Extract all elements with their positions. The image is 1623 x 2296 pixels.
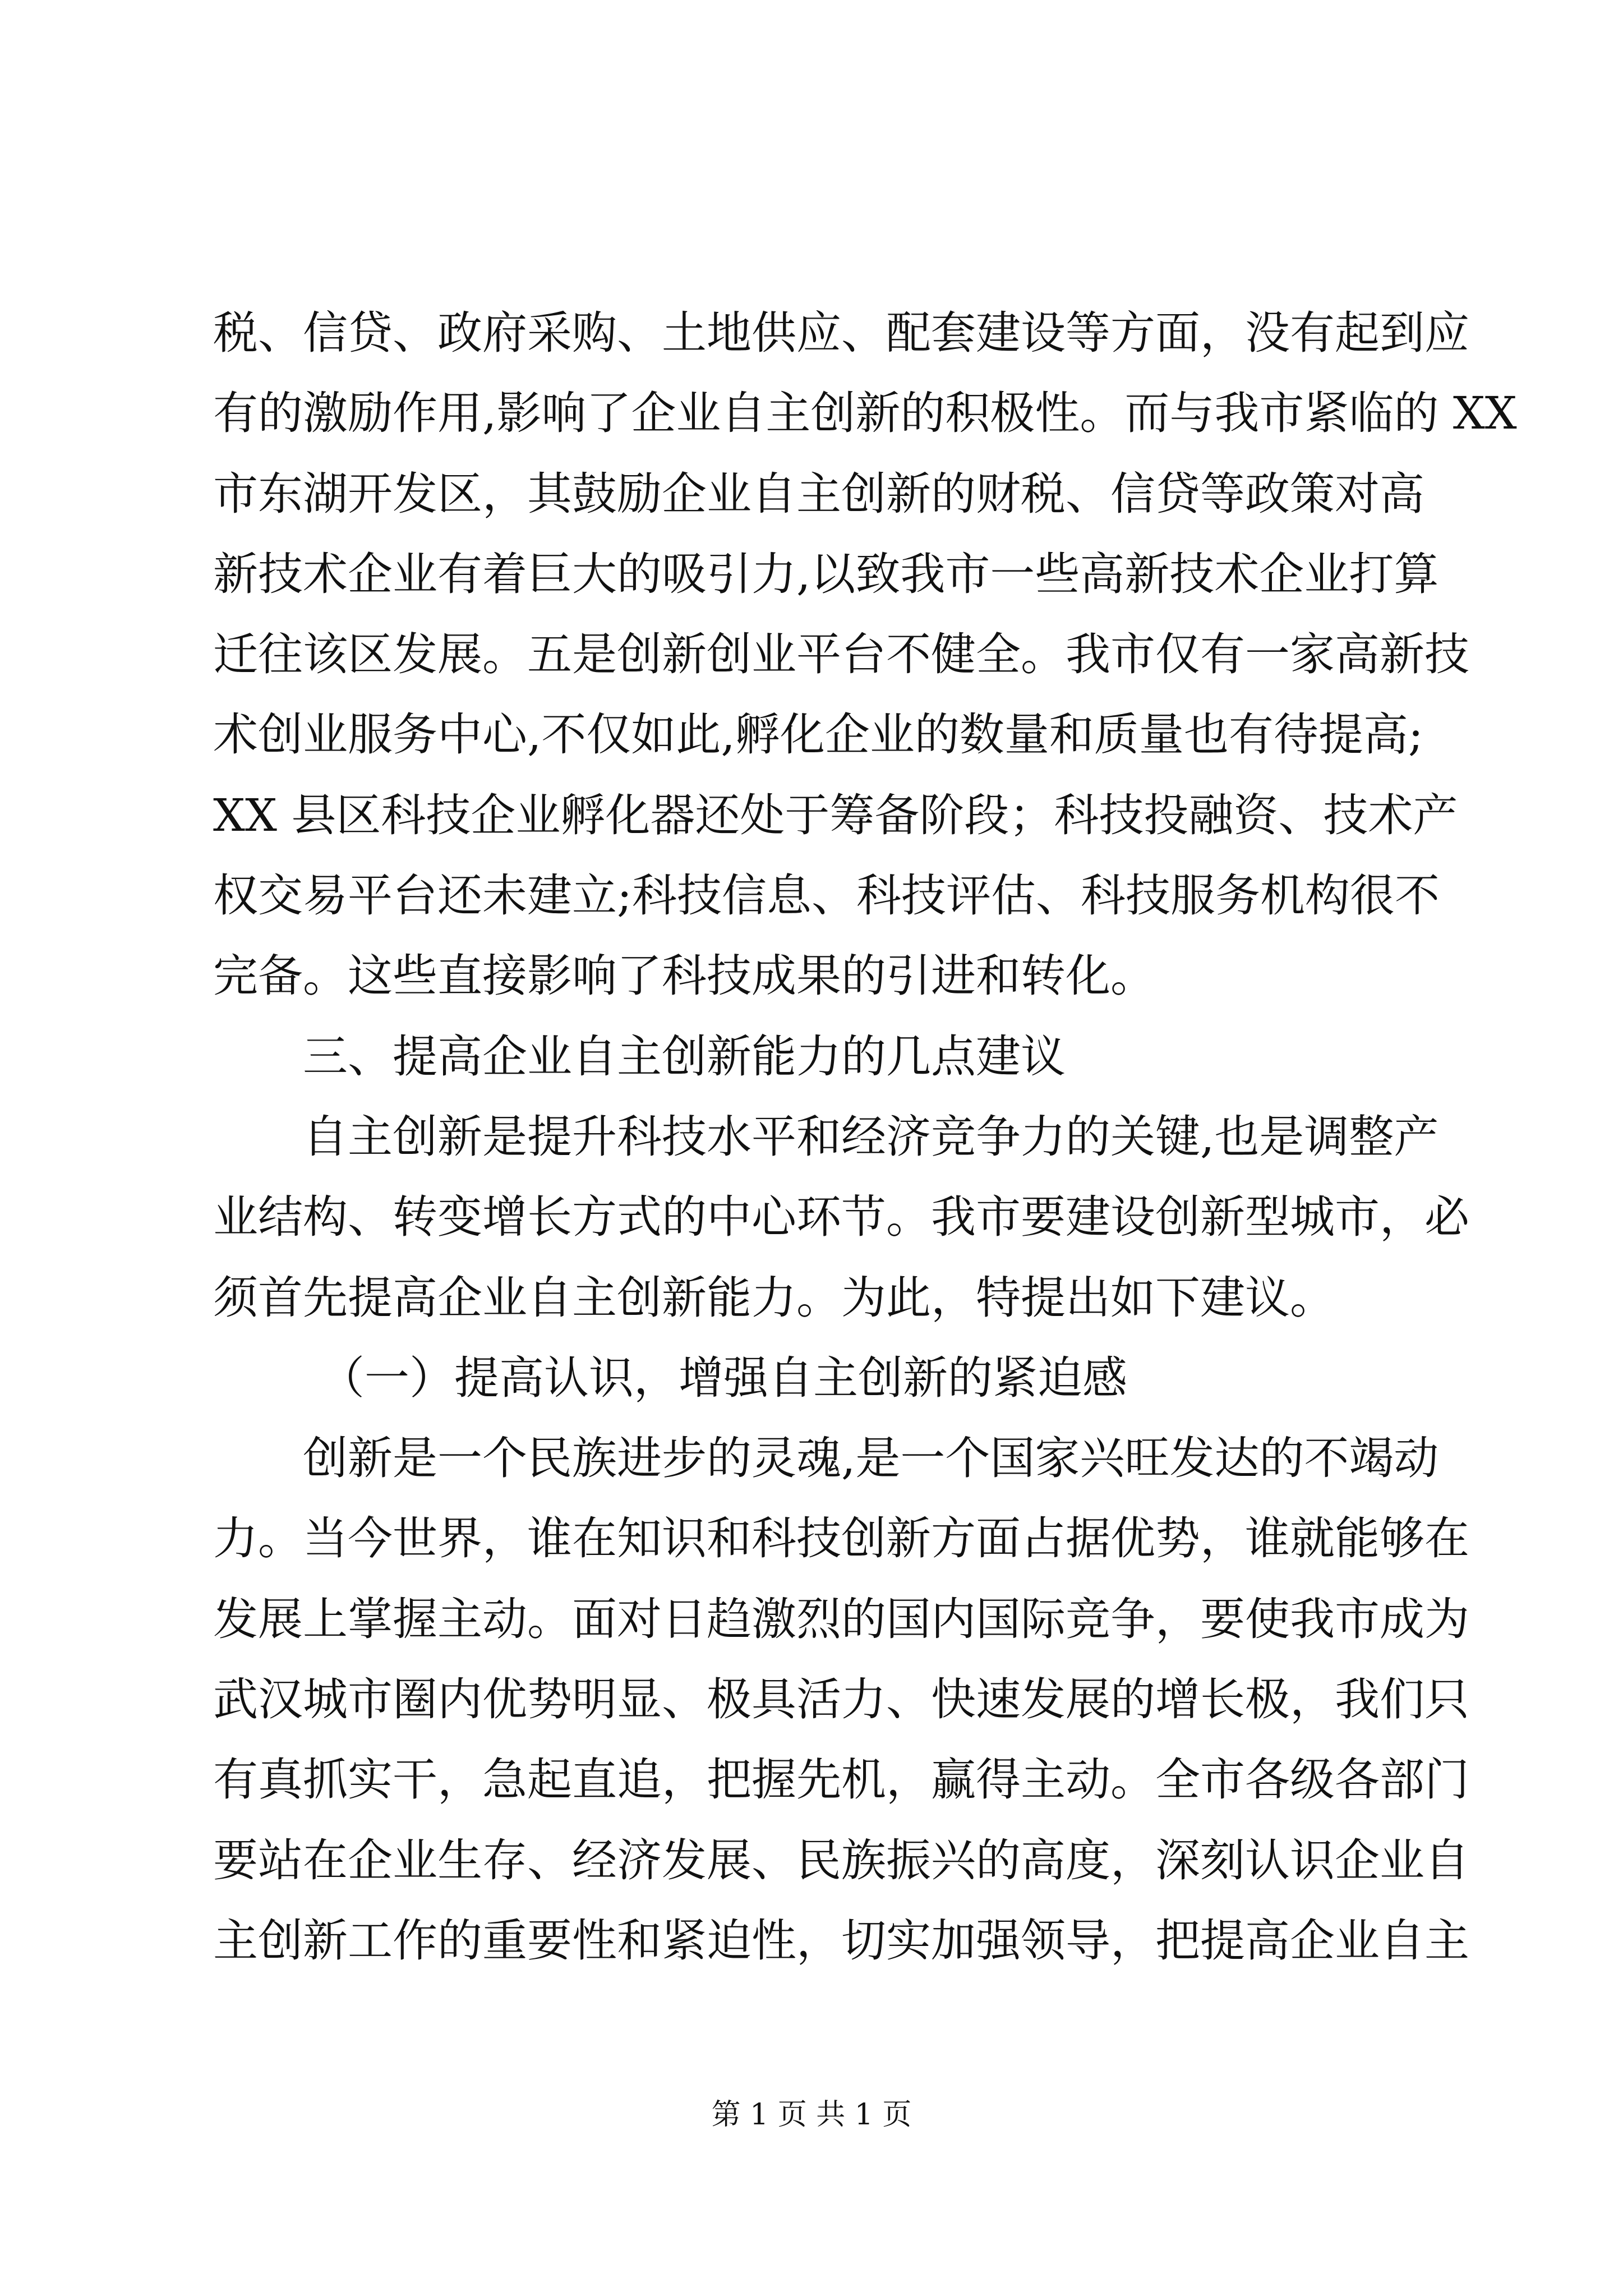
text-line: 自主创新是提升科技水平和经济竞争力的关键,也是调整产 bbox=[303, 1110, 1439, 1163]
text-line: 税、信贷、政府采购、土地供应、配套建设等方面，没有起到应 bbox=[213, 307, 1469, 359]
text-line: 发展上掌握主动。面对日趋激烈的国内国际竞争，要使我市成为 bbox=[213, 1593, 1469, 1645]
text-line: 权交易平台还未建立;科技信息、科技评估、科技服务机构很不 bbox=[213, 869, 1440, 922]
text-line: 主创新工作的重要性和紧迫性，切实加强领导，把提高企业自主 bbox=[213, 1914, 1469, 1967]
text-line: 完备。这些直接影响了科技成果的引进和转化。 bbox=[213, 950, 1155, 1002]
text-line: 须首先提高企业自主创新能力。为此，特提出如下建议。 bbox=[213, 1271, 1335, 1324]
subsection-heading: （一）提高认识，增强自主创新的紧迫感 bbox=[320, 1351, 1127, 1404]
text-line: 迁往该区发展。五是创新创业平台不健全。我市仅有一家高新技 bbox=[213, 628, 1469, 681]
text-line: 创新是一个民族进步的灵魂,是一个国家兴旺发达的不竭动 bbox=[303, 1432, 1439, 1485]
text-line: 有的激励作用,影响了企业自主创新的积极性。而与我市紧临的 XX bbox=[213, 387, 1517, 440]
text-line: 要站在企业生存、经济发展、民族振兴的高度，深刻认识企业自 bbox=[213, 1834, 1469, 1887]
body-text bbox=[213, 293, 1517, 1981]
text-line: 有真抓实干，急起直追，把握先机，赢得主动。全市各级各部门 bbox=[213, 1754, 1469, 1806]
text-line: 业结构、转变增长方式的中心环节。我市要建设创新型城市，必 bbox=[213, 1191, 1469, 1244]
text-line: XX 县区科技企业孵化器还处于筹备阶段；科技投融资、技术产 bbox=[213, 789, 1458, 841]
text-line: 力。当今世界，谁在知识和科技创新方面占据优势，谁就能够在 bbox=[213, 1512, 1469, 1565]
text-line: 新技术企业有着巨大的吸引力,以致我市一些高新技术企业打算 bbox=[213, 547, 1439, 600]
text-line: 市东湖开发区，其鼓励企业自主创新的财税、信贷等政策对高 bbox=[213, 467, 1424, 520]
section-heading: 三、提高企业自主创新能力的几点建议 bbox=[303, 1030, 1066, 1083]
text-line: 武汉城市圈内优势明显、极具活力、快速发展的增长极，我们只 bbox=[213, 1673, 1469, 1726]
text-line: 术创业服务中心,不仅如此,孵化企业的数量和质量也有待提高; bbox=[213, 708, 1423, 761]
page-footer: 第 1 页 共 1 页 bbox=[711, 2098, 912, 2132]
